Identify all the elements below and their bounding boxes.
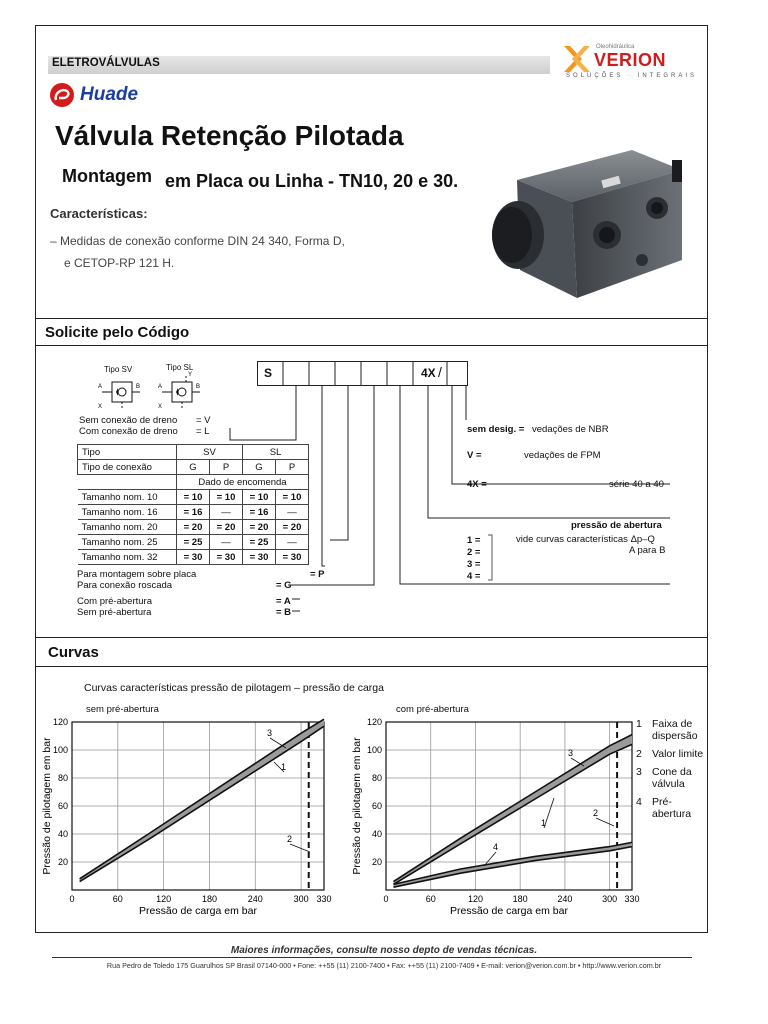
divider xyxy=(35,666,708,667)
table-cell: P xyxy=(210,460,243,475)
drain-with-label: Com conexão de dreno xyxy=(79,426,178,437)
table-row: Tamanho nom. 25 = 25 — = 25 — xyxy=(78,535,309,550)
opening-key: 2 = xyxy=(467,547,481,558)
seal-nbr-key: sem desig. = xyxy=(467,424,525,435)
seal-nbr: vedações de NBR xyxy=(532,424,609,435)
x-tick-label: 300 xyxy=(293,894,309,904)
x-axis-label: Pressão de carga em bar xyxy=(450,905,568,917)
annotation-leader xyxy=(290,844,310,852)
subtitle-b: em Placa ou Linha - TN10, 20 e 30. xyxy=(165,171,459,191)
y-tick-label: 60 xyxy=(57,801,68,811)
annotation-label: 3 xyxy=(267,728,273,738)
curves-caption: Curvas características pressão de pilotagem – pressão de carga xyxy=(84,682,384,694)
svg-text:B: B xyxy=(196,384,201,390)
x-tick-label: 0 xyxy=(383,894,389,904)
y-tick-label: 80 xyxy=(371,773,382,783)
chart-sem-pre-abertura xyxy=(36,710,336,920)
opening-keys xyxy=(467,535,480,583)
pre-without-label: Sem pré-abertura xyxy=(77,607,152,618)
table-row: Tamanho nom. 16 = 16 — = 16 — xyxy=(78,505,309,520)
chart-com-pre-abertura xyxy=(346,710,642,920)
annotation-label: 2 xyxy=(593,808,599,818)
table-cell: G xyxy=(243,460,276,475)
svg-text:Y: Y xyxy=(188,372,193,378)
svg-text:A: A xyxy=(158,384,163,390)
curves-heading: Curvas xyxy=(48,644,99,661)
opening-key: 1 = xyxy=(467,535,481,546)
table-row: Tamanho nom. 32 = 30 = 30 = 30 = 30 xyxy=(78,550,309,565)
pre-with-label: Com pré-abertura xyxy=(77,596,152,607)
y-tick-label: 120 xyxy=(52,717,68,727)
chart-1-title: sem pré-abertura xyxy=(86,704,159,715)
table-cell: P xyxy=(276,460,309,475)
y-tick-label: 40 xyxy=(371,829,382,839)
dispersion-band xyxy=(80,719,324,881)
mount-thread-code: = G xyxy=(276,580,292,591)
opening-title: pressão de abertura xyxy=(571,520,662,531)
opening-desc-2: A para B xyxy=(629,545,666,556)
table-row: Tamanho nom. 10 = 10 = 10 = 10 = 10 xyxy=(78,490,309,505)
verion-brand: VERION xyxy=(594,50,667,70)
footer-more-info: Maiores informações, consulte nosso depto de vendas técnicas. xyxy=(230,945,538,956)
mount-plate-label: Para montagem sobre placa xyxy=(77,569,197,580)
mount-thread-label: Para conexão roscada xyxy=(77,580,173,591)
drain-none-code: = V xyxy=(196,415,211,426)
x-tick-label: 330 xyxy=(624,894,640,904)
opening-key: 4 = xyxy=(467,571,481,582)
table-header-type: Tipo xyxy=(78,445,177,460)
x-tick-label: 330 xyxy=(316,894,332,904)
footer-divider xyxy=(52,957,692,958)
x-tick-label: 120 xyxy=(156,894,172,904)
chart-2-title: com pré-abertura xyxy=(396,704,469,715)
feature-line-2: e CETOP-RP 121 H. xyxy=(64,256,175,270)
table-header-sv: SV xyxy=(177,445,243,460)
annotation-label: 1 xyxy=(281,762,287,772)
verion-small: Oleohidráulica xyxy=(596,44,635,50)
drain-with-code: = L xyxy=(196,426,210,437)
x-tick-label: 300 xyxy=(602,894,618,904)
y-axis-label: Pressão de pilotagem em bar xyxy=(351,737,363,875)
legend-item: 2 Valor limite xyxy=(636,748,704,760)
opening-key: 3 = xyxy=(467,559,481,570)
huade-brand: Huade xyxy=(80,84,139,105)
annotation-label: 2 xyxy=(287,834,293,844)
order-heading: Solicite pelo Código xyxy=(45,324,190,341)
legend-item: 3 Cone da válvula xyxy=(636,766,692,790)
x-tick-label: 0 xyxy=(69,894,75,904)
annotation-leader xyxy=(596,818,614,826)
series-line-1b xyxy=(393,847,632,888)
code-slash: / xyxy=(438,364,442,380)
x-tick-label: 180 xyxy=(512,894,528,904)
pre-without-code: = B xyxy=(276,607,292,618)
svg-text:B: B xyxy=(136,384,141,390)
annotation-label: 4 xyxy=(493,842,499,852)
x-tick-label: 240 xyxy=(557,894,573,904)
svg-text:A: A xyxy=(98,384,103,390)
y-tick-label: 40 xyxy=(57,829,68,839)
y-tick-label: 120 xyxy=(366,717,382,727)
x-tick-label: 120 xyxy=(467,894,483,904)
code-series: 4X xyxy=(421,366,436,380)
series-key: 4X = xyxy=(467,479,487,490)
drain-none-label: Sem conexão de dreno xyxy=(79,415,178,426)
features-heading: Características: xyxy=(50,206,148,221)
y-tick-label: 100 xyxy=(52,745,68,755)
y-tick-label: 20 xyxy=(57,857,68,867)
seal-fpm: vedações de FPM xyxy=(524,450,601,461)
series-line-3 xyxy=(80,719,324,879)
symbol-sv-label: Tipo SV xyxy=(104,365,133,374)
legend-item: 4 Pré-abertura xyxy=(636,796,692,820)
verion-tagline: SOLUÇÕES · INTEGRAIS xyxy=(566,73,698,79)
y-axis-label: Pressão de pilotagem em bar xyxy=(41,737,53,875)
mount-plate-code: = P xyxy=(310,569,325,580)
table-header-sl: SL xyxy=(243,445,309,460)
symbol-sl-label: Tipo SL xyxy=(166,363,194,372)
annotation-leader xyxy=(270,738,286,748)
code-prefix: S xyxy=(264,366,273,380)
table-row: Tamanho nom. 20 = 20 = 20 = 20 = 20 xyxy=(78,520,309,535)
subtitle-a: Montagem xyxy=(62,166,152,186)
table-cell: G xyxy=(177,460,210,475)
svg-text:X: X xyxy=(158,404,163,410)
category-label: ELETROVÁLVULAS xyxy=(52,57,160,69)
table-subheader: Tipo de conexão xyxy=(78,460,177,475)
y-tick-label: 60 xyxy=(371,801,382,811)
y-tick-label: 20 xyxy=(371,857,382,867)
annotation-label: 1 xyxy=(541,818,547,828)
opening-desc-1: vide curvas características Δp–Q xyxy=(516,534,655,545)
page-title: Válvula Retenção Pilotada xyxy=(55,120,404,151)
pre-with-code: = A xyxy=(276,596,291,607)
x-tick-label: 240 xyxy=(247,894,263,904)
svg-text:X: X xyxy=(98,404,103,410)
annotation-label: 3 xyxy=(568,748,574,758)
y-tick-label: 100 xyxy=(366,745,382,755)
x-axis-label: Pressão de carga em bar xyxy=(139,905,257,917)
x-tick-label: 180 xyxy=(201,894,217,904)
legend-item: 1 Faixa de dispersão xyxy=(636,718,698,742)
footer-address: Rua Pedro de Toledo 175 Guarulhos SP Brasil 07140-000 • Fone: ++55 (11) 2100-7400 • Fax: ++55 (11) 2100-7409 • E-mail: verion@verion.com.br • http://www.verion.com.br xyxy=(106,961,662,970)
x-tick-label: 60 xyxy=(112,894,123,904)
y-tick-label: 80 xyxy=(57,773,68,783)
x-tick-label: 60 xyxy=(425,894,436,904)
series-desc: série 40 a 40 xyxy=(609,479,664,490)
feature-line-1: – Medidas de conexão conforme DIN 24 340, Forma D, xyxy=(50,234,345,248)
curves-legend xyxy=(636,718,706,820)
table-caption: Dado de encomenda xyxy=(177,475,309,490)
seal-fpm-key: V = xyxy=(467,450,482,461)
